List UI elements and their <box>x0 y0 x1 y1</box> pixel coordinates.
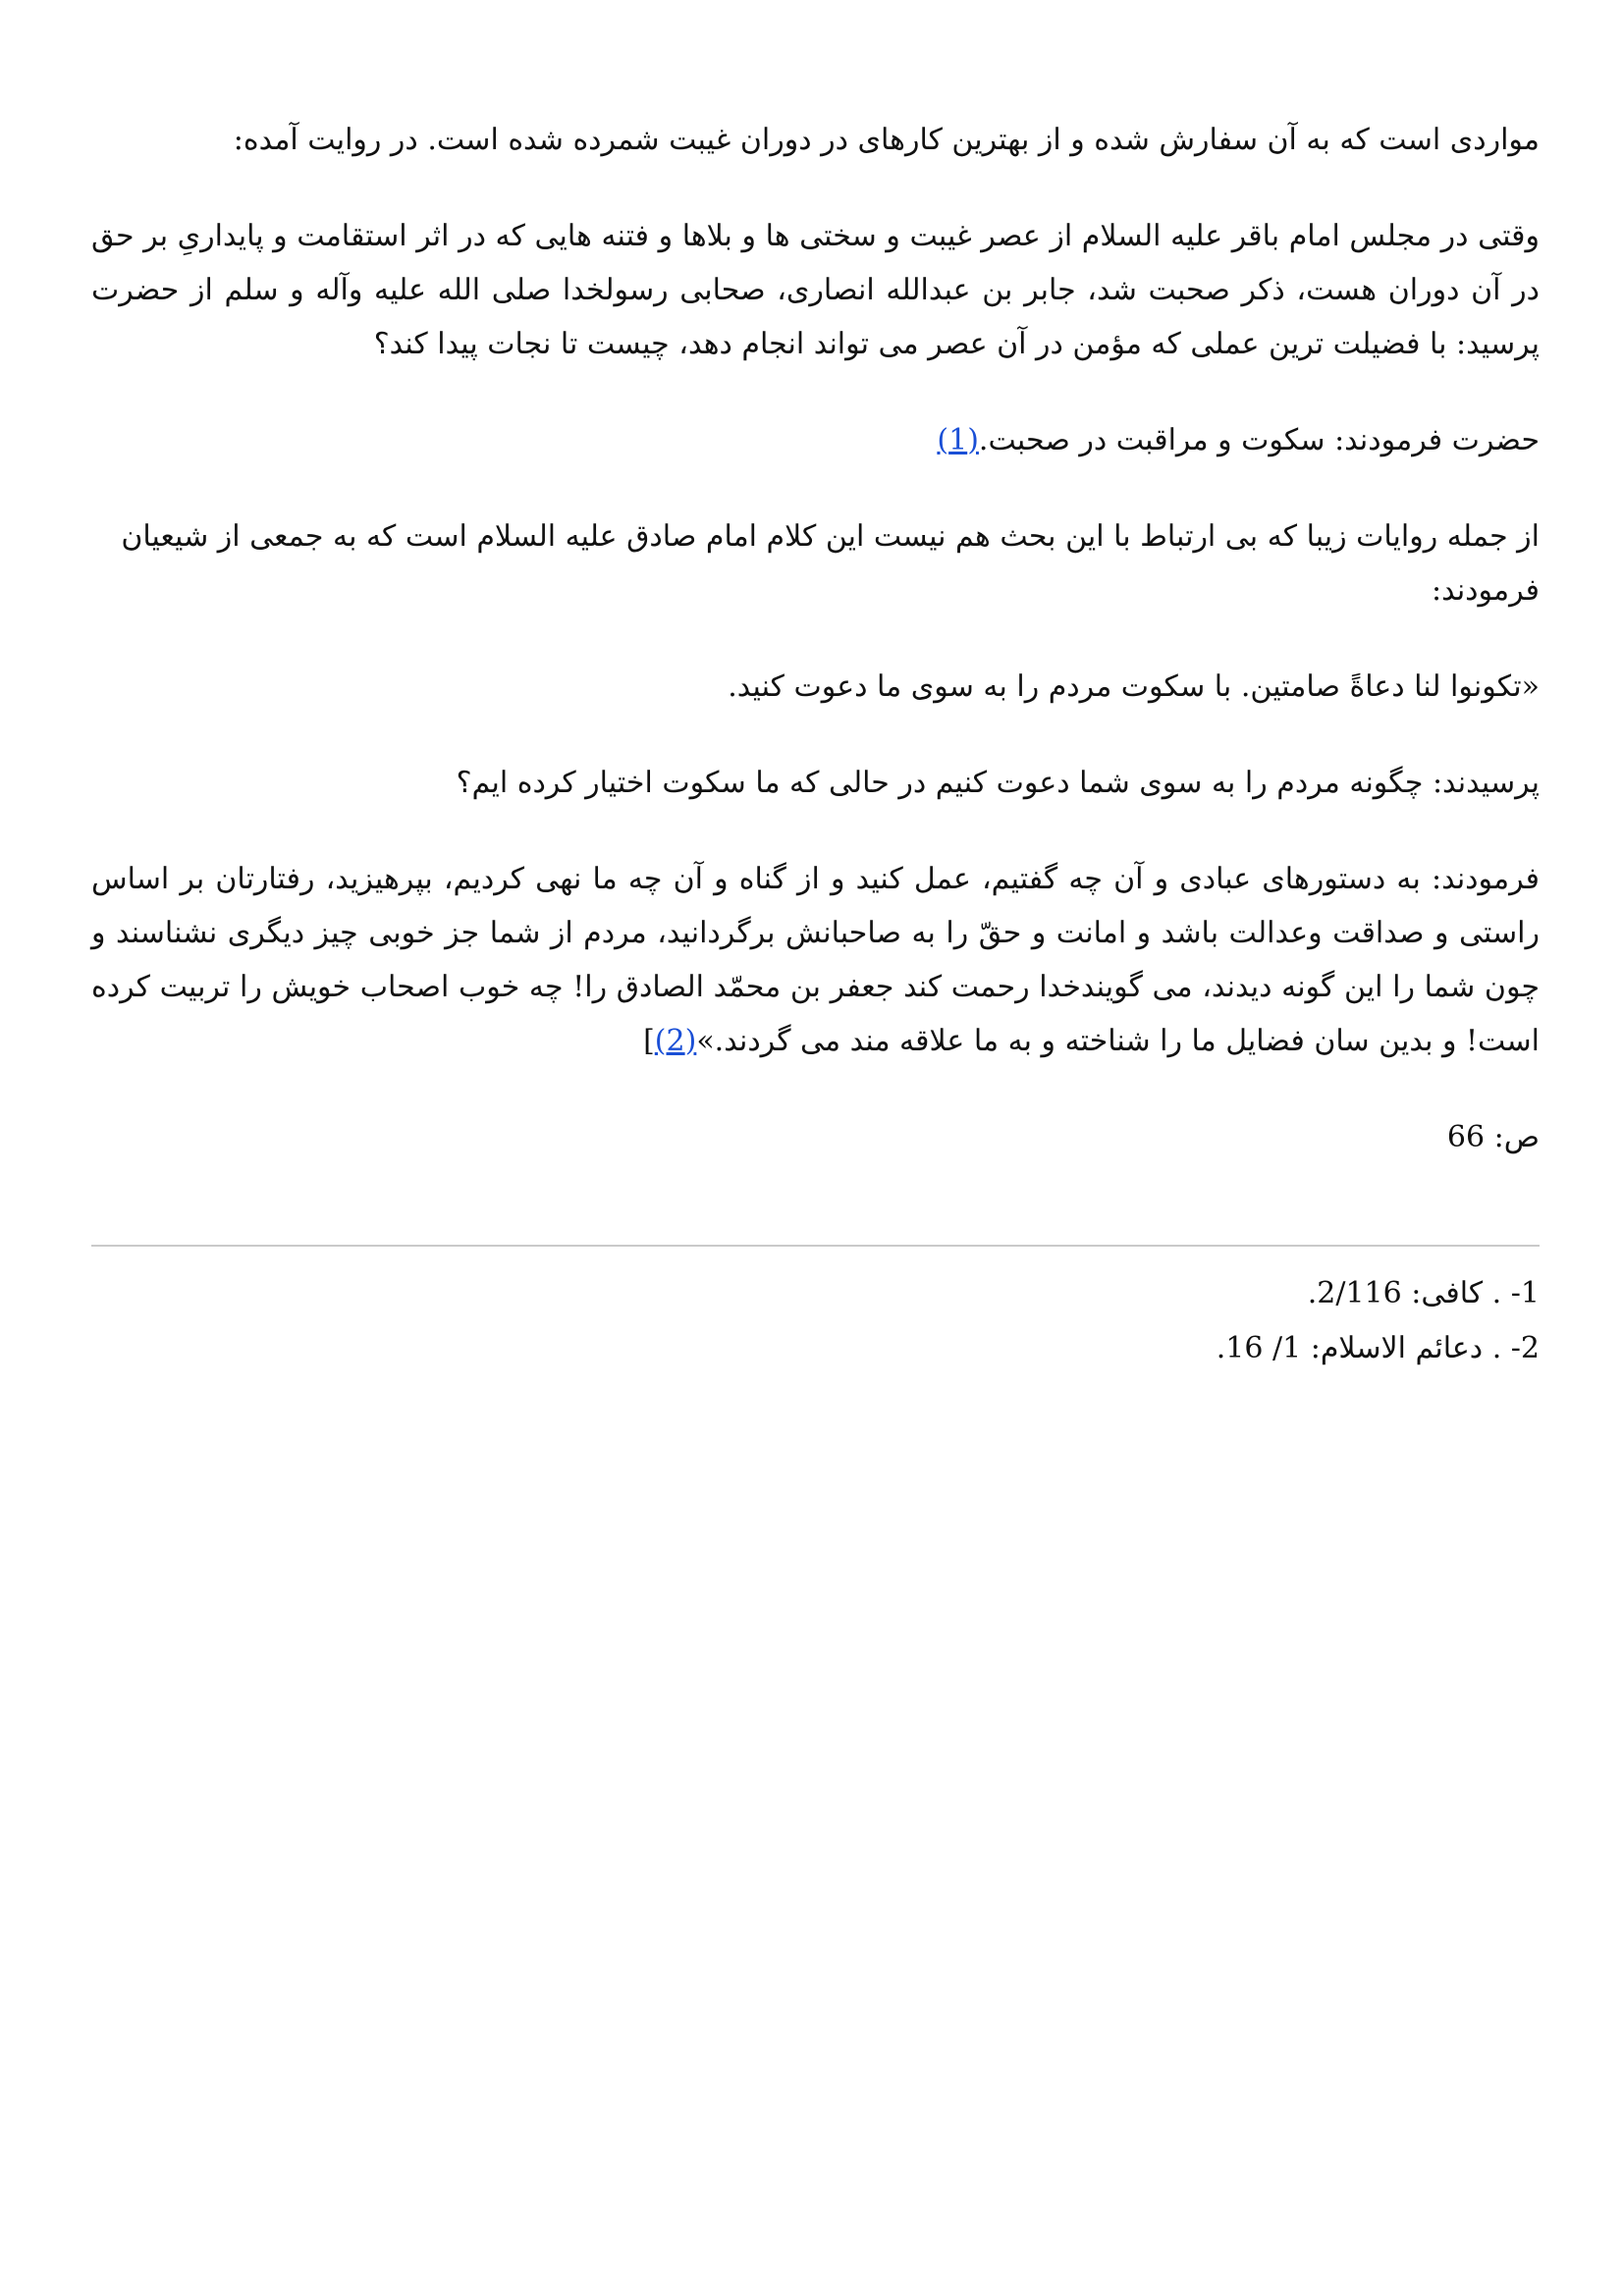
reply-text: فرمودند: به دستورهای عبادی و آن چه گفتیم، عمل کنید و از گناه و آن چه ما نهی کردیم، بپرهیزید، رفتارتان بر اساس راستی و صداقت وعدالت باشد و امانت و حقّ را به صاحبانش برگردانید، مردم از شما جز خوبی چیز دیگری نشناسند و چون شما را این گونه دیدند، می گویندخدا رحمت کند جعفر بن محمّد الصادق را! چه خوب اصحاب خویش را تربیت کرده است! و بدین سان فضایل ما را شناخته و به ما علاقه مند می گردند.» <box>91 862 1540 1058</box>
footnote-link-2[interactable]: (2) <box>654 1024 697 1058</box>
footnote-divider <box>91 1245 1540 1247</box>
paragraph-jabir-question: وقتی در مجلس امام باقر علیه السلام از عصر غیبت و سختی ها و بلاها و فتنه هایی که در اثر استقامت و پایداریِ بر حق در آن دوران هست، ذکر صحبت شد، جابر بن عبدالله انصاری، صحابی رسولخدا صلی الله علیه وآله و سلم از حضرت پرسید: با فضیلت ترین عملی که مؤمن در آن عصر می تواند انجام دهد، چیست تا نجات پیدا کند؟ <box>91 219 1540 361</box>
paragraph-imam-sadiq: از جمله روایات زیبا که بی ارتباط با این بحث هم نیست این کلام امام صادق علیه السلام است که به جمعی از شیعیان فرمودند: <box>121 519 1540 608</box>
footnote-link-1[interactable]: (1) <box>937 423 979 457</box>
paragraph-silent-callers: «تکونوا لنا دعاةً صامتین. با سکوت مردم را به سوی ما دعوت کنید. <box>728 669 1540 704</box>
reply-trailing-bracket: ] <box>643 1024 655 1058</box>
answer-text: حضرت فرمودند: سکوت و مراقبت در صحبت. <box>978 423 1540 457</box>
paragraph-reply <box>91 852 1540 1068</box>
document-body <box>91 113 1540 1201</box>
page-number: ص: 66 <box>1446 1120 1540 1154</box>
paragraph-intro: مواردی است که به آن سفارش شده و از بهترین کارهای در دوران غیبت شمرده شده است. در روایت آمده: <box>233 123 1540 157</box>
footnote-item-1: 1- . کافی: 2/116. <box>1307 1276 1540 1310</box>
footnote-item-2: 2- . دعائم الاسلام: 1/ 16. <box>1216 1331 1540 1365</box>
footnotes-section <box>91 1266 1540 1376</box>
paragraph-answer <box>91 413 1540 467</box>
paragraph-question: پرسیدند: چگونه مردم را به سوی شما دعوت کنیم در حالی که ما سکوت اختیار کرده ایم؟ <box>456 766 1540 800</box>
